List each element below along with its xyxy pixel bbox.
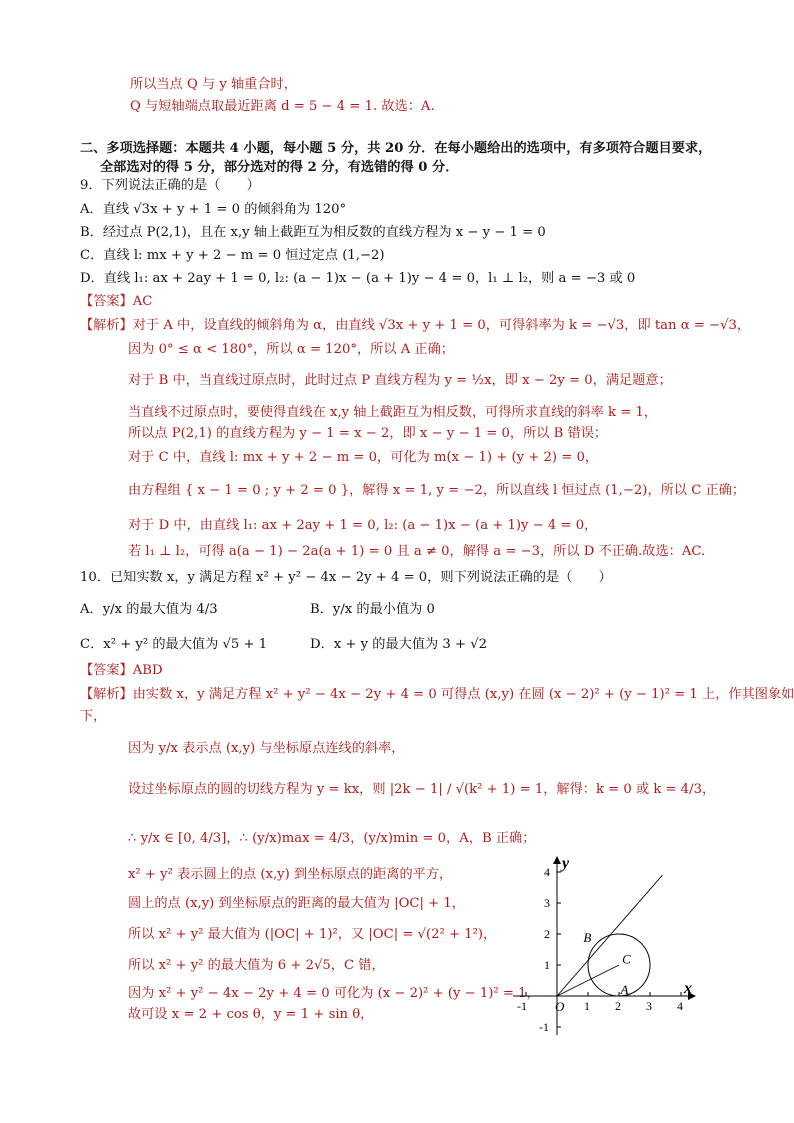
text-line: 当直线不过原点时，要使得直线在 x,y 轴上截距互为相反数，可得所求直线的斜率 k = 1， [128,405,658,420]
y-tick-label: 4 [544,865,550,879]
circle-tangent-figure [508,850,708,1040]
text-line: 由方程组 { x − 1 = 0 ; y + 2 = 0 }，解得 x = 1, y = −2，所以直线 l 恒过点 (1,−2)，所以 C 正确； [128,483,746,498]
section-heading: 二、多项选择题：本题共 4 小题，每小题 5 分，共 20 分．在每小题给出的选项中，有多项符合题目要求， [80,141,712,156]
text-line: 因为 x² + y² − 4x − 2y + 4 = 0 可化为 (x − 2)² + (y − 1)² = 1， [128,986,540,1001]
x-tick-label: 4 [677,999,683,1013]
point-a-label: A [620,982,629,997]
text-line: 对于 D 中，由直线 l₁: ax + 2ay + 1 = 0, l₂: (a − 1)x − (a + 1)y − 4 = 0， [128,518,598,533]
x-tick-label: 3 [646,999,652,1013]
option-b: B．y/x 的最小值为 0 [310,602,435,617]
text-line: 所以 x² + y² 的最大值为 6 + 2√5，C 错， [128,958,385,973]
analysis-text: 由实数 x，y 满足方程 x² + y² − 4x − 2y + 4 = 0 可得点 (x,y) 在圆 (x − 2)² + (y − 1)² = 1 上，作其图象如 [132,687,794,702]
text-line: 故可设 x = 2 + cos θ，y = 1 + sin θ， [128,1007,374,1022]
analysis-text: 对于 A 中，设直线的倾斜角为 α，由直线 √3x + y + 1 = 0，可得斜率为 k = −√3，即 tan α = −√3， [132,318,751,333]
x-axis-label: x [684,980,692,997]
option-d: D．x + y 的最大值为 3 + √2 [310,637,488,652]
analysis-tag: 【解析】 [80,687,133,702]
analysis-tag: 【解析】 [80,318,133,333]
answer-tag: 【答案】 [80,663,133,678]
y-tick-label: -1 [539,1020,549,1034]
answer-row [80,293,152,311]
text-line: ∴ y/x ∈ [0, 4/3]，∴ (y/x)max = 4/3，(y/x)min = 0，A，B 正确； [128,831,536,846]
option-a: A．y/x 的最大值为 4/3 [80,602,218,617]
x-tick-label: 2 [615,999,621,1013]
y-axis-label: y [562,855,570,872]
option-a: A．直线 √3x + y + 1 = 0 的倾斜角为 120° [80,202,347,217]
option-d: D．直线 l₁: ax + 2ay + 1 = 0, l₂: (a − 1)x − (a + 1)y − 4 = 0，l₁ ⊥ l₂，则 a = −3 或 0 [80,271,636,286]
text-line: 因为 y/x 表示点 (x,y) 与坐标原点连线的斜率， [128,741,405,756]
text-line: 因为 0° ≤ α < 180°，所以 α = 120°，所以 A 正确； [128,342,454,357]
origin-label: O [555,999,565,1014]
axis-ticks [517,865,683,1034]
analysis-row [80,317,750,335]
text-line: 所以 x² + y² 最大值为 (|OC| + 1)²，又 |OC| = √(2² + 1²)， [128,927,497,942]
text-line: Q 与短轴端点取最近距离 d = 5 − 4 = 1. 故选：A. [130,99,435,114]
y-tick-label: 3 [544,896,550,910]
section-heading: 全部选对的得 5 分，部分选对的得 2 分，有选错的得 0 分． [100,160,459,175]
option-c: C．x² + y² 的最大值为 √5 + 1 [80,637,268,652]
analysis-row [80,686,794,704]
text-line: 所以当点 Q 与 y 轴重合时， [130,77,297,92]
x-tick-label: -1 [517,999,527,1013]
question-9: 9．下列说法正确的是（ ） [80,178,260,193]
point-c-label: C [622,951,631,967]
text-line: 对于 B 中，当直线过原点时，此时过点 P 直线方程为 y = ½x，即 x − 2y = 0，满足题意； [128,373,672,388]
text-line: x² + y² 表示圆上的点 (x,y) 到坐标原点的距离的平方， [128,867,453,882]
answer-row [80,662,163,680]
text-line: 下， [80,709,107,724]
answer-value: ABD [132,663,163,678]
option-c: C．直线 l: mx + y + 2 − m = 0 恒过定点 (1,−2) [80,248,385,263]
y-tick-label: 1 [544,958,550,972]
text-line: 对于 C 中，直线 l: mx + y + 2 − m = 0，可化为 m(x − 1) + (y + 2) = 0， [128,450,599,465]
text-line: 所以点 P(2,1) 的直线方程为 y − 1 = x − 2，即 x − y − 1 = 0，所以 B 错误； [128,426,608,441]
answer-tag: 【答案】 [80,294,133,309]
y-tick-label: 2 [544,927,550,941]
answer-value: AC [132,294,153,309]
x-tick-label: 1 [584,999,590,1013]
option-b: B．经过点 P(2,1)，且在 x,y 轴上截距互为相反数的直线方程为 x − y − 1 = 0 [80,225,546,240]
text-line: 设过坐标原点的圆的切线方程为 y = kx，则 |2k − 1| / √(k² + 1) = 1，解得：k = 0 或 k = 4/3， [128,782,716,797]
point-b-label: B [583,929,592,945]
text-line: 圆上的点 (x,y) 到坐标原点的距离的最大值为 |OC| + 1， [128,896,465,911]
question-10: 10．已知实数 x，y 满足方程 x² + y² − 4x − 2y + 4 = 0，则下列说法正确的是（ ） [80,570,612,585]
text-line: 若 l₁ ⊥ l₂，可得 a(a − 1) − 2a(a + 1) = 0 且 a ≠ 0，解得 a = −3，所以 D 不正确.故选：AC. [128,544,706,559]
